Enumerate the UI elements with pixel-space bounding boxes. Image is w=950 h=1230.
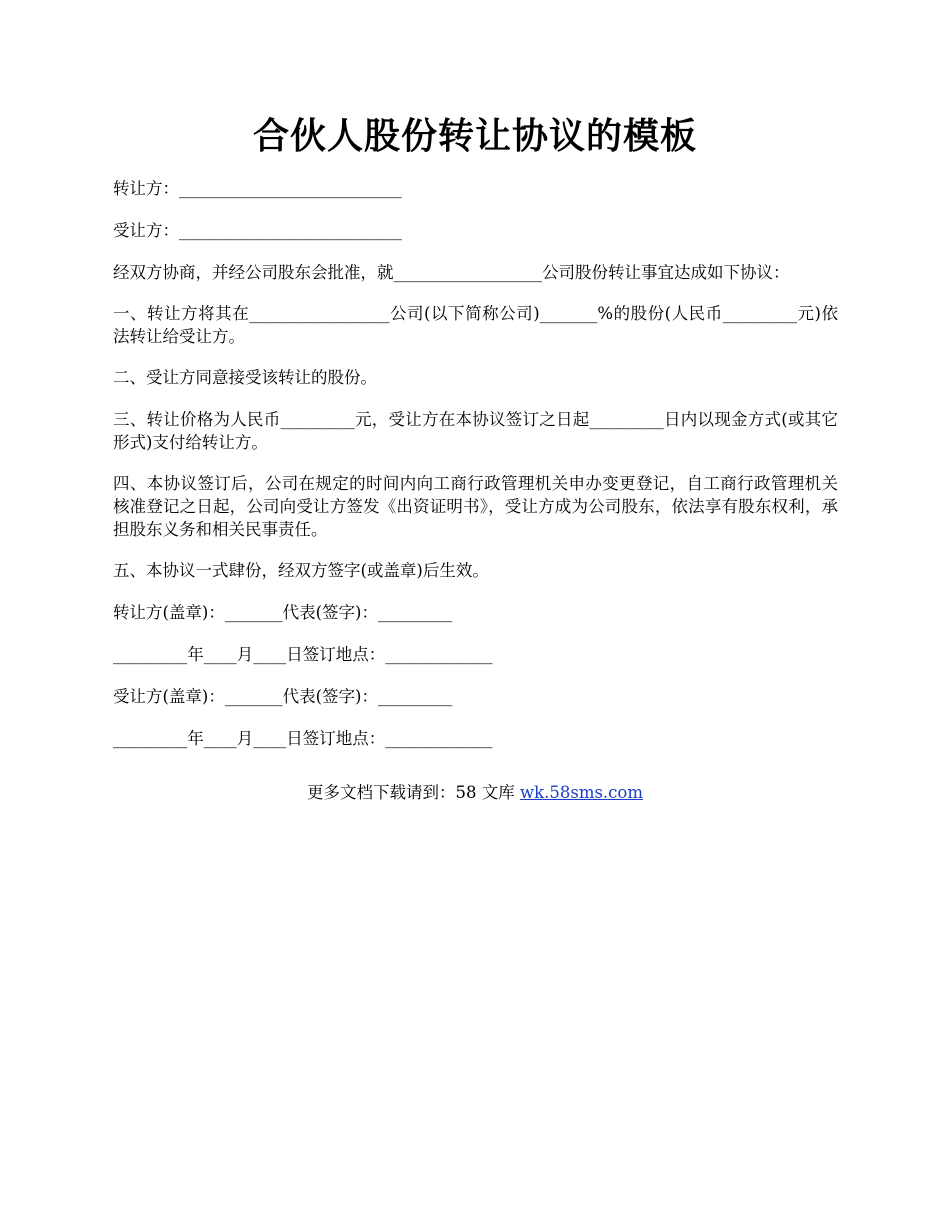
document-body <box>113 177 838 769</box>
clause-1: 一、转让方将其在_________________公司(以下简称公司)_______%的股份(人民币_________元)依法转让给受让方。 <box>113 304 838 346</box>
document-title: 合伙人股份转让协议的模板 <box>252 115 697 157</box>
clause-2: 二、受让方同意接受该转让的股份。 <box>113 368 377 387</box>
clause-5: 五、本协议一式肆份，经双方签字(或盖章)后生效。 <box>113 561 489 580</box>
transferor-signature-line: 转让方(盖章)：_______代表(签字)：_________ <box>113 603 453 622</box>
clause-3: 三、转让价格为人民币_________元，受让方在本协议签订之日起_________日内以现金方式(或其它形式)支付给转让方。 <box>113 410 838 452</box>
preamble-paragraph: 经双方协商，并经公司股东会批准，就__________________公司股份转让事宜达成如下协议： <box>113 263 790 282</box>
clause-4: 四、本协议签订后，公司在规定的时间内向工商行政管理机关申办变更登记，自工商行政管理机关核准登记之日起，公司向受让方签发《出资证明书》，受让方成为公司股东，依法享有股东权利，承担股东义务和相关民事责任。 <box>113 474 838 539</box>
transferor-line: 转让方：___________________________ <box>113 179 402 198</box>
transferor-date-place-line: _________年____月____日签订地点：_____________ <box>113 645 493 664</box>
footer-prefix: 更多文档下载请到：58 文库 <box>306 783 520 802</box>
footer-note <box>0 781 950 805</box>
transferee-line: 受让方：___________________________ <box>113 221 402 240</box>
transferee-date-place-line: _________年____月____日签订地点：_____________ <box>113 729 493 748</box>
transferee-signature-line: 受让方(盖章)：_______代表(签字)：_________ <box>113 687 453 706</box>
footer-link[interactable]: wk.58sms.com <box>519 783 643 802</box>
